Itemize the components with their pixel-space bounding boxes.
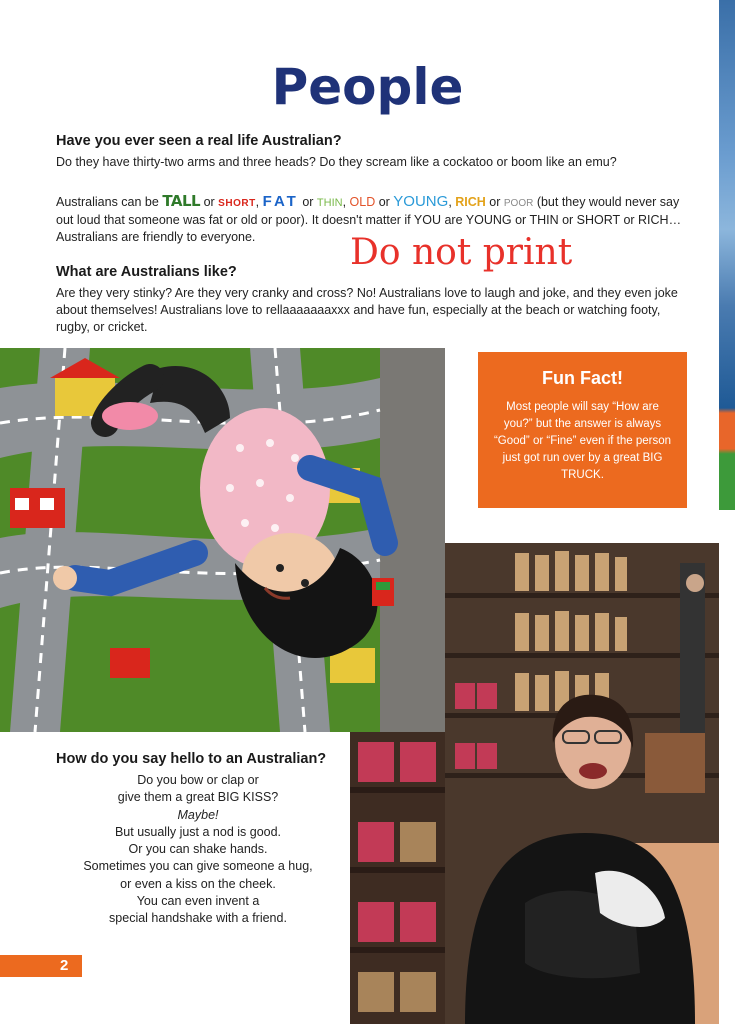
hello-line: or even a kiss on the cheek. [120, 876, 276, 891]
hello-line: You can even invent a [136, 894, 260, 909]
hello-line: special handshake with a friend. [109, 911, 287, 926]
hello-line: Or you can shake hands. [128, 842, 268, 857]
word-thin: THIN [316, 197, 343, 209]
section-text-real-australian: Do they have thirty-two arms and three heads? Do they scream like a cockatoo or boom like an emu? [56, 155, 617, 169]
section-heading-real-australian: Have you ever seen a real life Australian? [56, 133, 342, 149]
hello-line: But usually just a nod is good. [114, 824, 282, 839]
section-text-australians-can-be: Australians can be TALL or SHORT, FAT or THIN, OLD or YOUNG, RICH or POOR (but they would never say out loud that someone was fat or old or poor). It doesn't matter if YOU are YOUNG or THIN or SHORT or RICH… Australians are friendly to everyone. [56, 192, 682, 244]
section-heading-australians-like: What are Australians like? [56, 264, 237, 280]
hello-line: Do you bow or clap or [137, 773, 259, 787]
word-tall: TALL [162, 192, 201, 210]
word-rich: RICH [455, 195, 486, 209]
hello-text-block [56, 772, 340, 928]
page-number-tab [0, 955, 82, 977]
fun-fact-title: Fun Fact! [542, 368, 623, 388]
page-number: 2 [60, 957, 69, 974]
word-poor: POOR [503, 198, 534, 209]
page-title: People [271, 58, 464, 116]
photo-woman-in-shop [445, 543, 719, 1024]
word-young: YOUNG [393, 193, 449, 210]
fun-fact-box [478, 352, 687, 508]
word-short: SHORT [218, 198, 256, 209]
fun-fact-body: Most people will say “How are you?” but the answer is always “Good” or “Fine” even if the person just got run over by a great BIG TRUCK. [493, 401, 672, 481]
word-fat: FAT [262, 193, 299, 210]
photo-child-on-playmat [0, 348, 445, 732]
word-old: OLD [349, 195, 376, 209]
do-not-print-watermark: Do not print [350, 232, 573, 273]
photo-shop-shelves [350, 732, 445, 1024]
hello-line: Maybe! [177, 807, 219, 822]
section-heading-hello: How do you say hello to an Australian? [56, 751, 327, 767]
hello-line: give them a great BIG KISS? [117, 790, 279, 805]
hello-line: Sometimes you can give someone a hug, [83, 859, 313, 874]
section-text-australians-like: Are they very stinky? Are they very cranky and cross? No! Australians love to laugh and joke, and they even joke about themselves! Australians love to rellaaaaaaaxxx and have fun, especially at the beach or watching footy, rugby, or cricket. [56, 286, 678, 334]
